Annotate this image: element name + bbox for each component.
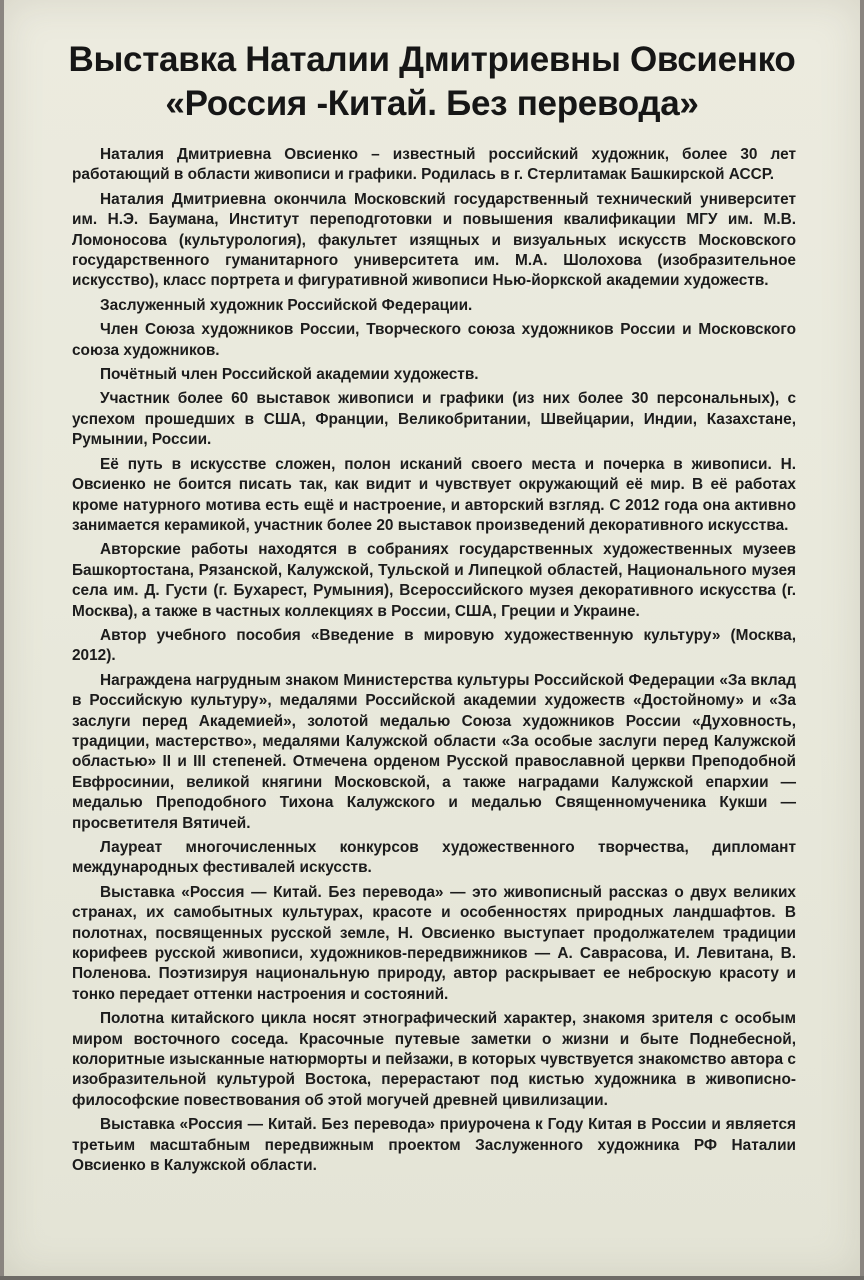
paragraph-collections: Авторские работы находятся в собраниях государственных художественных музеев Башкортостана, Рязанской, Калужской, Тульской и Липецкой областей, Национального музея села им. Д. Густи (г. Бухарест, Румыния), Всероссийского музея декоративного искусства (г. Москва), а также в частных коллекциях в России, США, Греции и Украине.	[72, 541, 796, 620]
paragraph-intro: Наталия Дмитриевна Овсиенко – известный российский художник, более 30 лет работающий в области живописи и графики. Родилась в г. Стерлитамак Башкирской АССР.	[72, 146, 796, 184]
paragraph-laureate: Лауреат многочисленных конкурсов художественного творчества, дипломант международных фестивалей искусств.	[72, 839, 796, 877]
paragraph-exhibitions: Участник более 60 выставок живописи и графики (из них более 30 персональных), с успехом прошедших в США, Франции, Великобритании, Швейцарии, Индии, Казахстане, Румынии, России.	[72, 390, 796, 449]
paragraph-artistic-path: Её путь в искусстве сложен, полон исканий своего места и почерка в живописи. Н. Овсиенко не боится писать так, как видит и чувствует окружающий её мир. В её работах кроме натурного мотива есть ещё и настроение, и авторский взгляд. С 2012 года она активно занимается керамикой, участник более 20 выставок произведений декоративного искусства.	[72, 455, 796, 534]
paragraph-exhibition-russia: Выставка «Россия — Китай. Без перевода» — это живописный рассказ о двух великих странах, их самобытных культурах, красоте и особенностях природных ландшафтов. В полотнах, посвященных русской земле, Н. Овсиенко выступает продолжателем традиции корифеев русской живописи, художников-передвижников — А. Саврасова, И. Левитана, В. Поленова. Поэтизируя национальную природу, автор раскрывает ее неброскую красоту и тонко передает оттенки настроения и состояний.	[72, 883, 796, 1003]
paragraph-exhibition-year: Выставка «Россия — Китай. Без перевода» приурочена к Году Китая в России и является третьим масштабным передвижным проектом Заслуженного художника РФ Наталии Овсиенко в Калужской области.	[72, 1116, 796, 1175]
paragraph-honored-artist: Заслуженный художник Российской Федерации.	[100, 296, 473, 314]
biography-text	[72, 145, 796, 1181]
exhibition-poster	[4, 0, 860, 1276]
title-line-exhibition: «Россия -Китай. Без перевода»	[165, 84, 699, 123]
title-line-artist: Выставка Наталии Дмитриевны Овсиенко	[68, 40, 796, 79]
poster-title	[4, 0, 860, 126]
paragraph-textbook: Автор учебного пособия «Введение в мировую художественную культуру» (Москва, 2012).	[72, 626, 796, 665]
floor-edge	[0, 1276, 864, 1280]
paragraph-education: Наталия Дмитриевна окончила Московский государственный технический университет им. Н.Э. Баумана, Институт переподготовки и повышения квалификации МГУ им. М.В. Ломоносова (культурология), факультет изящных и визуальных искусств Московского государственного гуманитарного университета им. М.А. Шолохова (изобразительное искусство), класс портрета и фигуративной живописи Нью-йоркской академии художеств.	[72, 190, 796, 290]
paragraph-awards: Награждена нагрудным знаком Министерства культуры Российской Федерации «За вклад в Российскую культуру», медалями Российской академии художеств «Достойному» и «За заслуги перед Академией», золотой медалью Союза художников России «Духовность, традиции, мастерство», медалями Калужской области «За особые заслуги перед Калужской областью» II и III степеней. Отмечена орденом Русской православной церкви Преподобной Евфросинии, великой княгини Московской, а также наградами Калужской епархии — медалью Преподобного Тихона Калужского и медалью Священномученика Кукши — просветителя Вятичей.	[72, 671, 796, 832]
paragraph-exhibition-china: Полотна китайского цикла носят этнографический характер, знакомя зрителя с особым миром восточного соседа. Красочные путевые заметки о жизни и быте Поднебесной, колоритные изысканные натюрморты и пейзажи, в которых чувствуется знакомство автора с изобразительной культурой Востока, перерастают под кистью художника в живописно-философские повествования об этой могучей древней цивилизации.	[72, 1010, 796, 1109]
paragraph-academy-member: Почётный член Российской академии художеств.	[100, 366, 479, 384]
paragraph-union-member: Член Союза художников России, Творческого союза художников России и Московского союза художников.	[72, 321, 796, 359]
